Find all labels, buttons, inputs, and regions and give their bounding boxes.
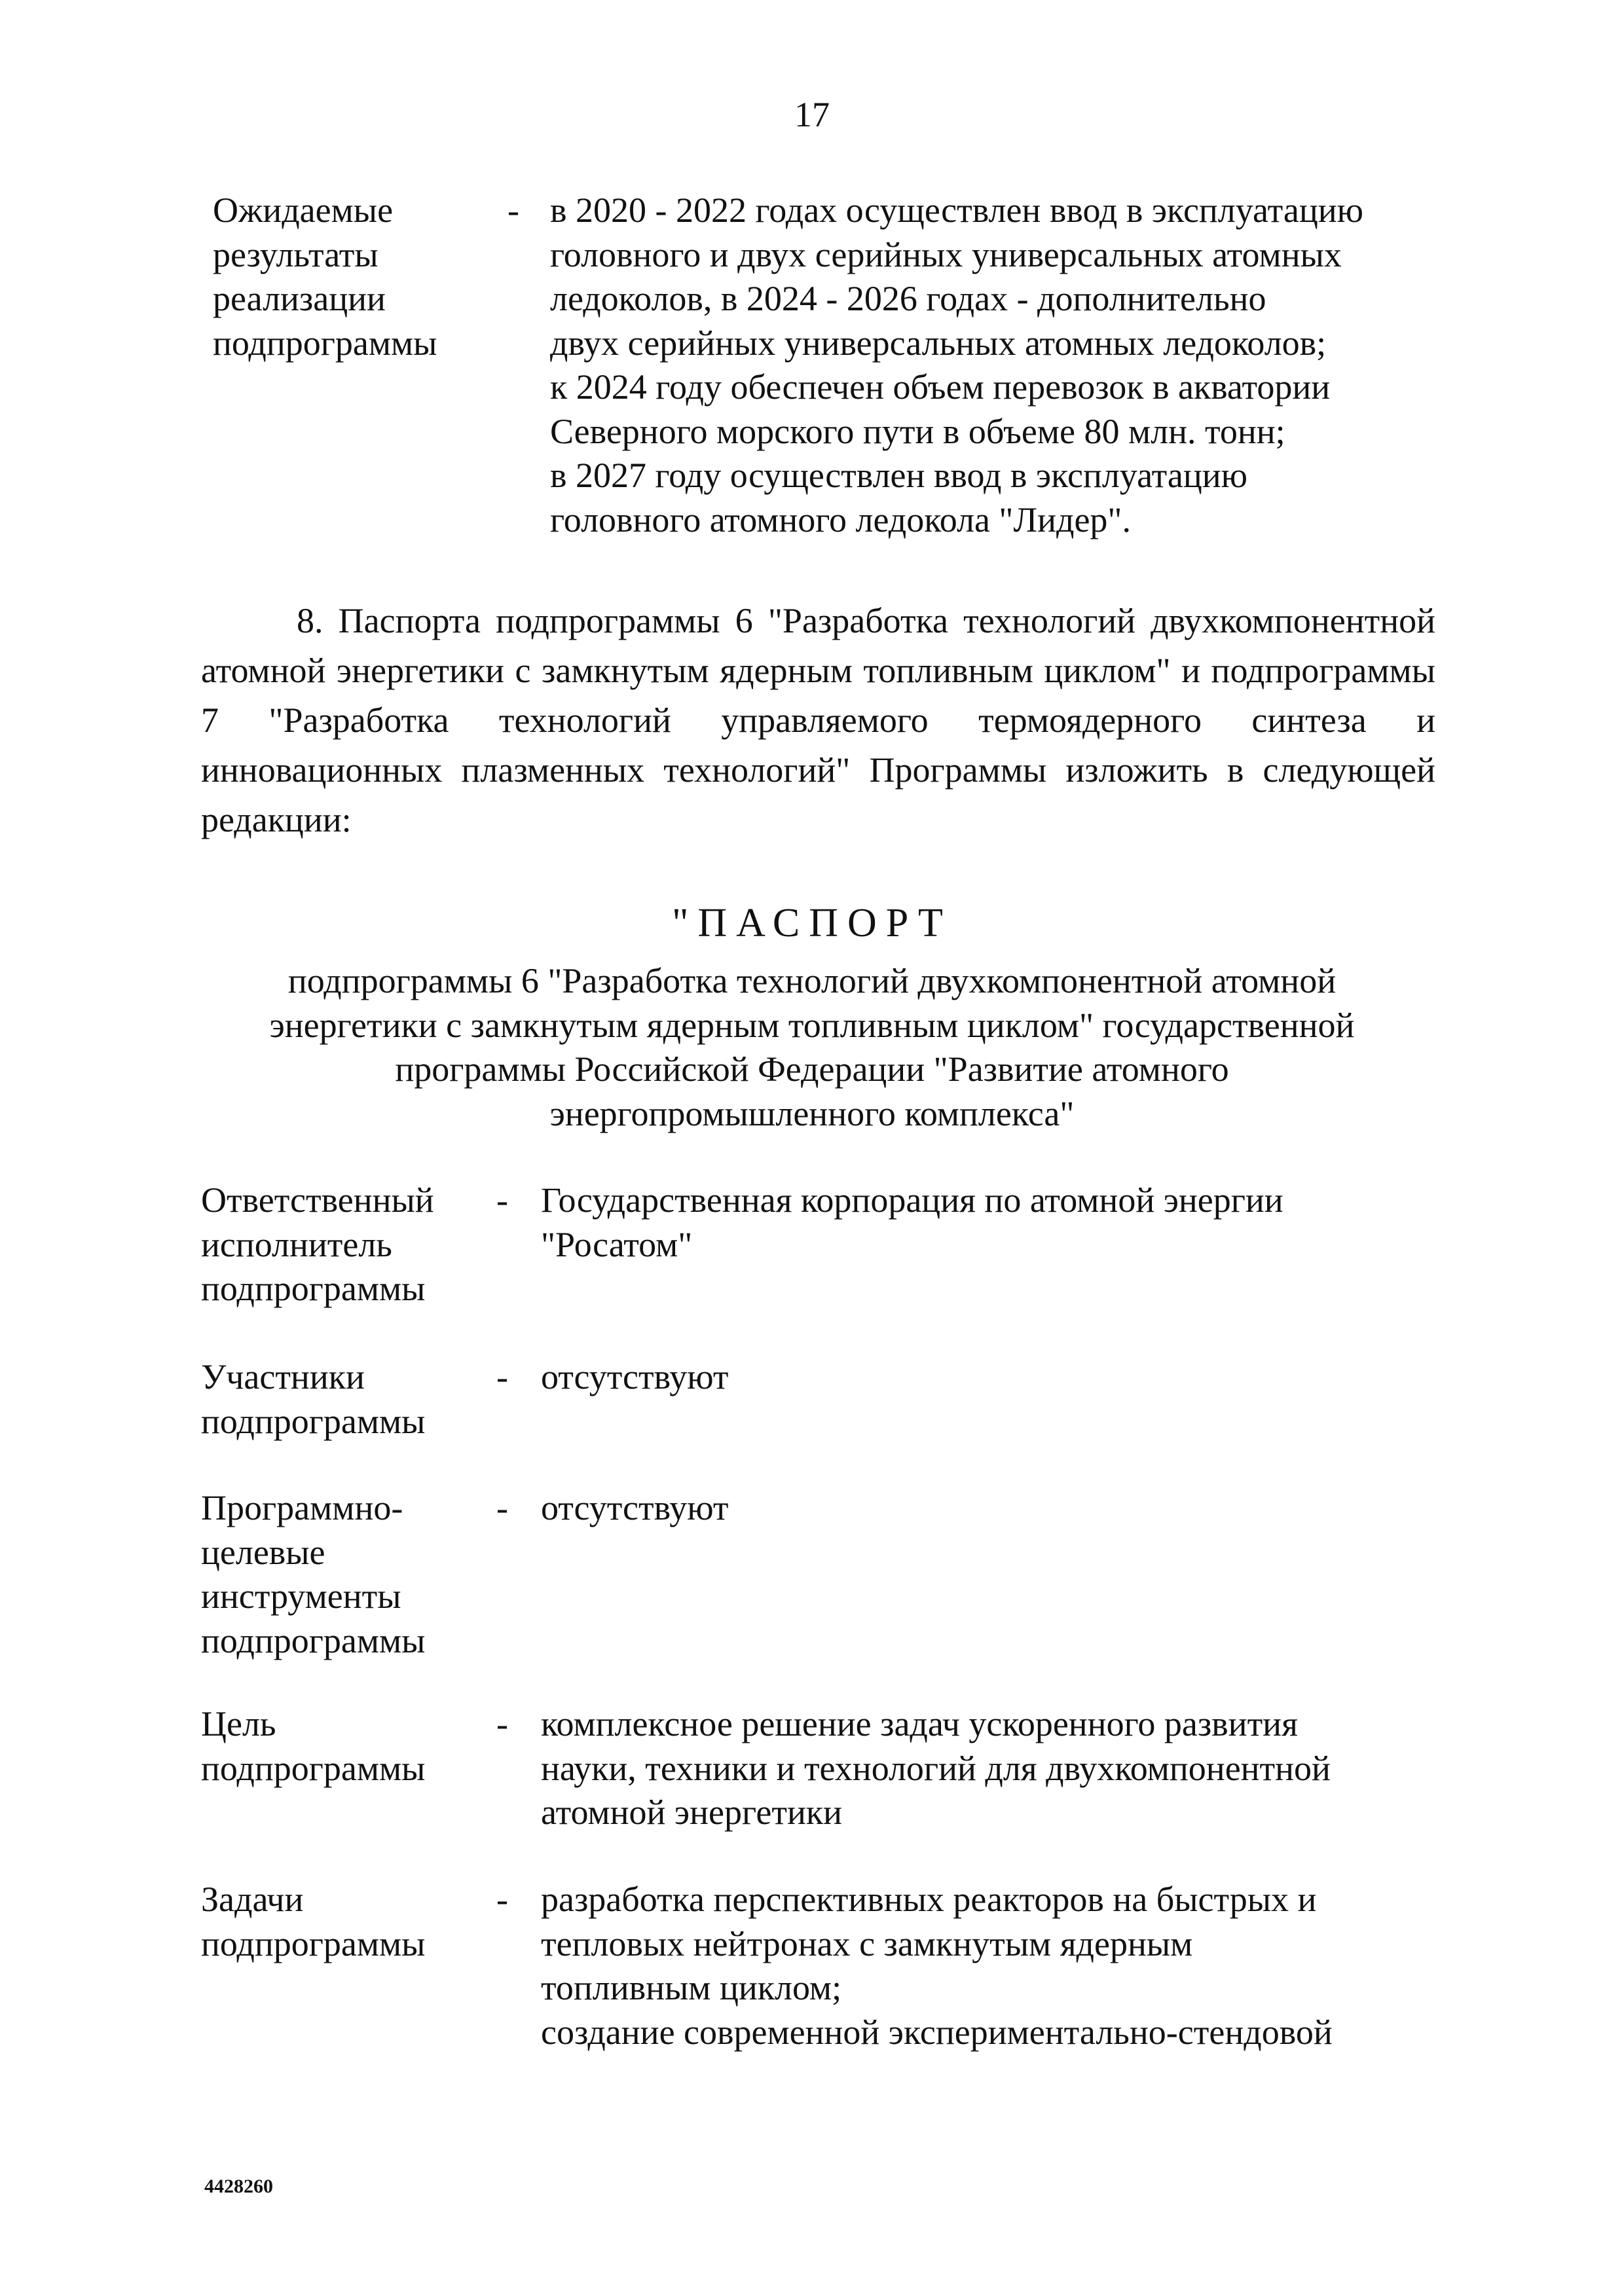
paragraph-8 <box>201 596 1435 845</box>
passport-row-dash: - <box>496 1880 508 1919</box>
passport-row-dash: - <box>496 1704 508 1743</box>
passport-subtitle: подпрограммы 6 "Разработка технологий двухкомпонентной атомной энергетики с замкнутым ядерным топливным циклом" государственной программы Российской Федерации "Развитие атомного энергопромышленного комплекса" <box>269 961 1355 1133</box>
passport-row-dash: - <box>496 1357 508 1396</box>
passport-row-label: Программно- целевые инструменты подпрограммы <box>201 1488 426 1660</box>
page-number: 17 <box>794 95 830 134</box>
passport-row-value: Государственная корпорация по атомной энергии "Росатом" <box>541 1180 1283 1264</box>
passport-row-value: комплексное решение задач ускоренного развития науки, техники и технологий для двухкомпонентной атомной энергетики <box>541 1704 1331 1832</box>
passport-row-label: Задачи подпрограммы <box>201 1880 426 1963</box>
passport-row-value: отсутствуют <box>541 1357 729 1396</box>
passport-row-label: Участники подпрограммы <box>201 1357 426 1441</box>
passport-row-label: Ответственный исполнитель подпрограммы <box>201 1180 434 1308</box>
expected-results-dash: - <box>507 191 519 230</box>
passport-row-value: отсутствуют <box>541 1488 729 1527</box>
passport-heading: "ПАСПОРТ <box>672 901 952 945</box>
passport-row-dash: - <box>496 1180 508 1220</box>
passport-row-value: разработка перспективных реакторов на быстрых и тепловых нейтронах с замкнутым ядерным топливным циклом; создание современной экспериментально-стендовой <box>541 1880 1333 2052</box>
document-code: 4428260 <box>204 2176 273 2197</box>
paragraph-8-text: 8. Паспорта подпрограммы 6 "Разработка технологий двухкомпонентной атомной энергетики с замкнутым ядерным топливным циклом" и подпрограммы 7 "Разработка технологий управляемого термоядерного синтеза и инновационных плазменных технологий" Программы изложить в следующей редакции: <box>201 601 1435 839</box>
passport-row-label: Цель подпрограммы <box>201 1704 426 1788</box>
expected-results-label: Ожидаемые результаты реализации подпрограммы <box>213 191 437 363</box>
expected-results-value: в 2020 - 2022 годах осуществлен ввод в эксплуатацию головного и двух серийных универсальных атомных ледоколов, в 2024 - 2026 годах - дополнительно двух серийных универсальных атомных ледоколов; к 2024 году обеспечен объем перевозок в акватории Северного морского пути в объеме 80 млн. тонн; в 2027 году осуществлен ввод в эксплуатацию головного атомного ледокола "Лидер". <box>550 191 1363 539</box>
passport-row-dash: - <box>496 1488 508 1527</box>
